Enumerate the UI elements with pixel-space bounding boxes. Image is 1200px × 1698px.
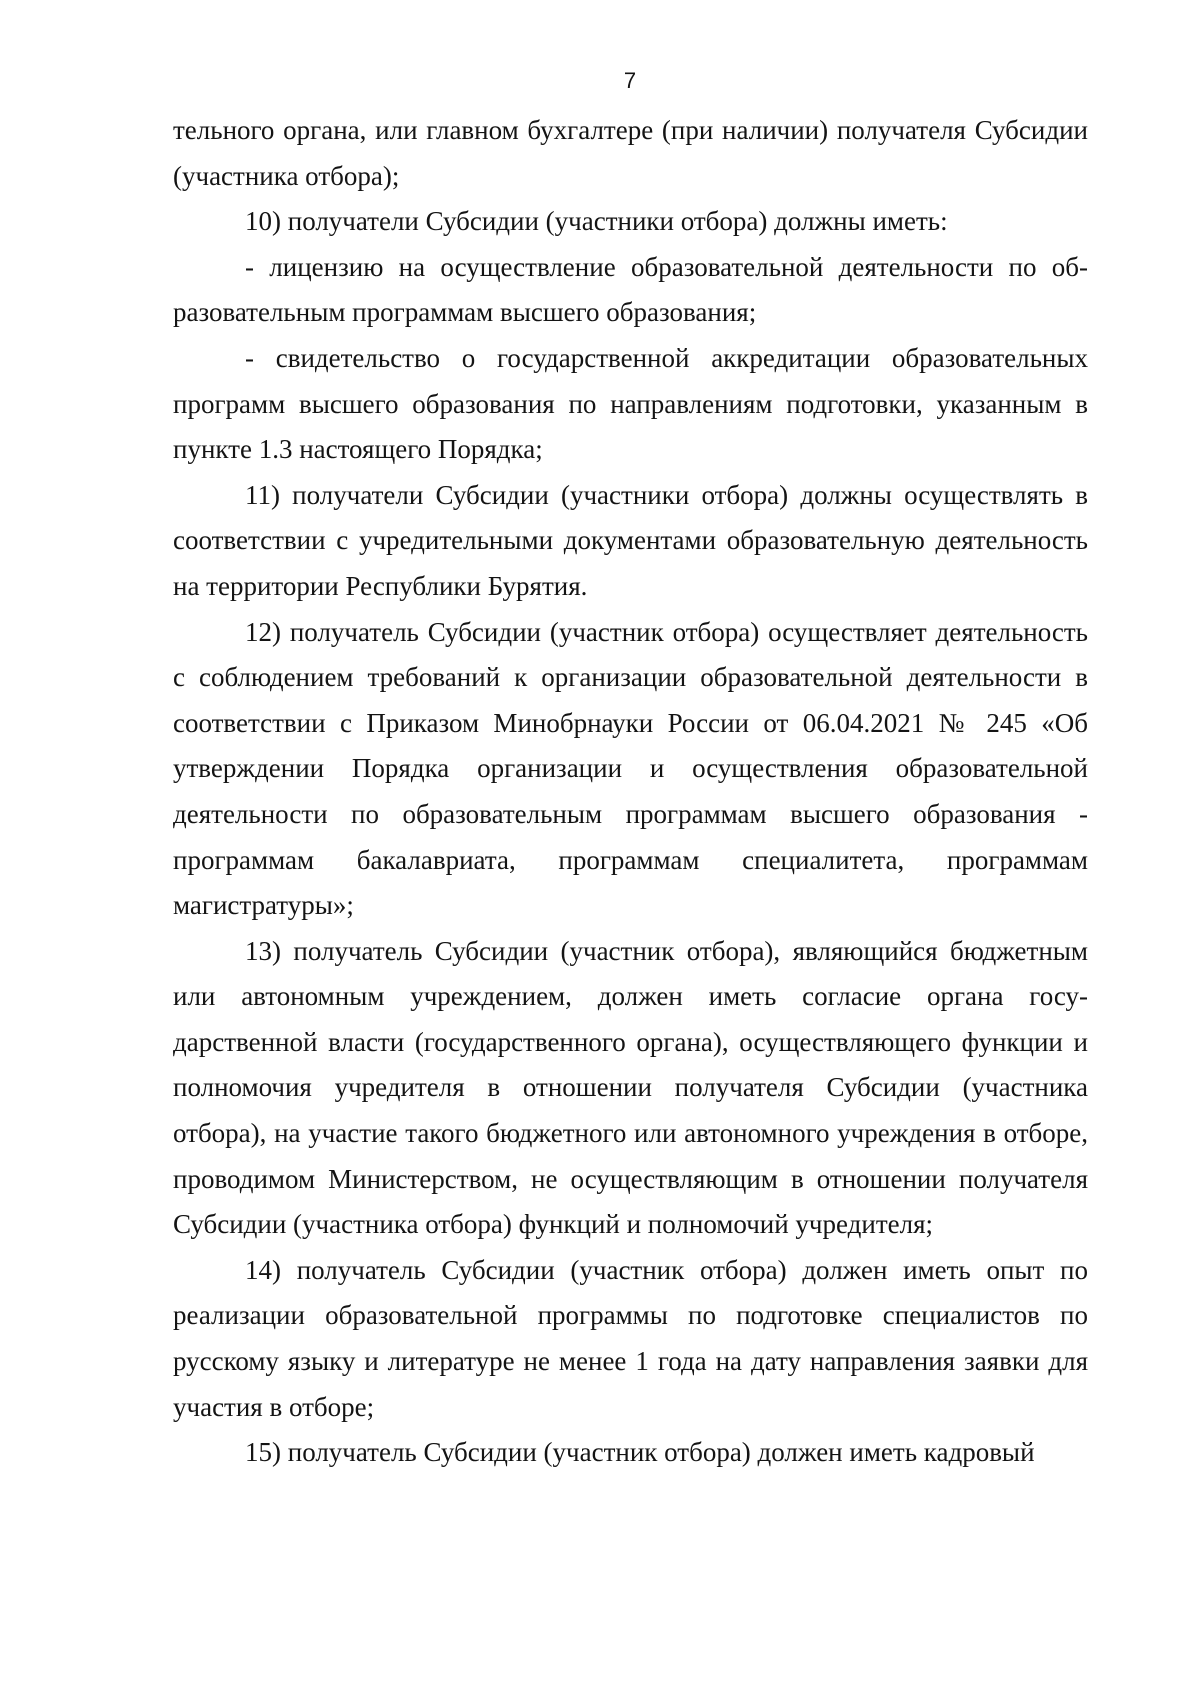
paragraph-item-10: 10) получатели Субсидии (участники отбора) должны иметь: (245, 206, 948, 237)
paragraph-item-15: 15) получатель Субсидии (участник отбора) должен иметь кадровый (245, 1437, 1035, 1468)
paragraph-item-11: 11) получатели Субсидии (участники отбора) должны осуществлять в соответствии с учредительными документами образовательную деятельность на территории Республики Бурятия. (173, 479, 1088, 601)
paragraph-accreditation: - свидетельство о государственной аккредитации образовательных программ высшего образования по направлениям подготовки, указанным в пункте 1.3 настоящего Порядка; (173, 342, 1088, 465)
paragraph-item-12: 12) получатель Субсидии (участник отбора) осуществляет деятельность с соблюдением требований к организации образовательной деятельности в соответствии с Приказом Минобрнауки России от 06.04.2021 № 245 «Об утверждении Порядка организации и осуществления образовательной деятельности по образовательным программам высшего образования - программам бакалавриата, программам специалитета, программам магистратуры»; (173, 616, 1088, 921)
paragraph-item-13: 13) получатель Субсидии (участник отбора), являющийся бюджетным или автономным учреждением, должен иметь согласие органа государственной власти (государственного органа), осуществляющего функции и полномочия учредителя в отношении получателя Субсидии (участника отбора), на участие такого бюджетного или автономного учреждения в отборе, проводимом Министерством, не осуществляющим в отношении получателя Субсидии (участника отбора) функций и полномочий учредителя; (173, 935, 1088, 1240)
paragraph-continuation: тельного органа, или главном бухгалтере (при наличии) получателя Субсидии (участника отбора); (173, 115, 1088, 191)
paragraph-item-14: 14) получатель Субсидии (участник отбора) должен иметь опыт по реализации образовательной программы по подготовке специалистов по русскому языку и литературе не менее 1 года на дату направления заявки для участия в отборе; (173, 1254, 1088, 1422)
paragraph-license: - лицензию на осуществление образовательной деятельности по образовательным программам высшего образования; (173, 251, 1088, 328)
document-body (173, 108, 1088, 1476)
page-number: 7 (623, 68, 637, 93)
